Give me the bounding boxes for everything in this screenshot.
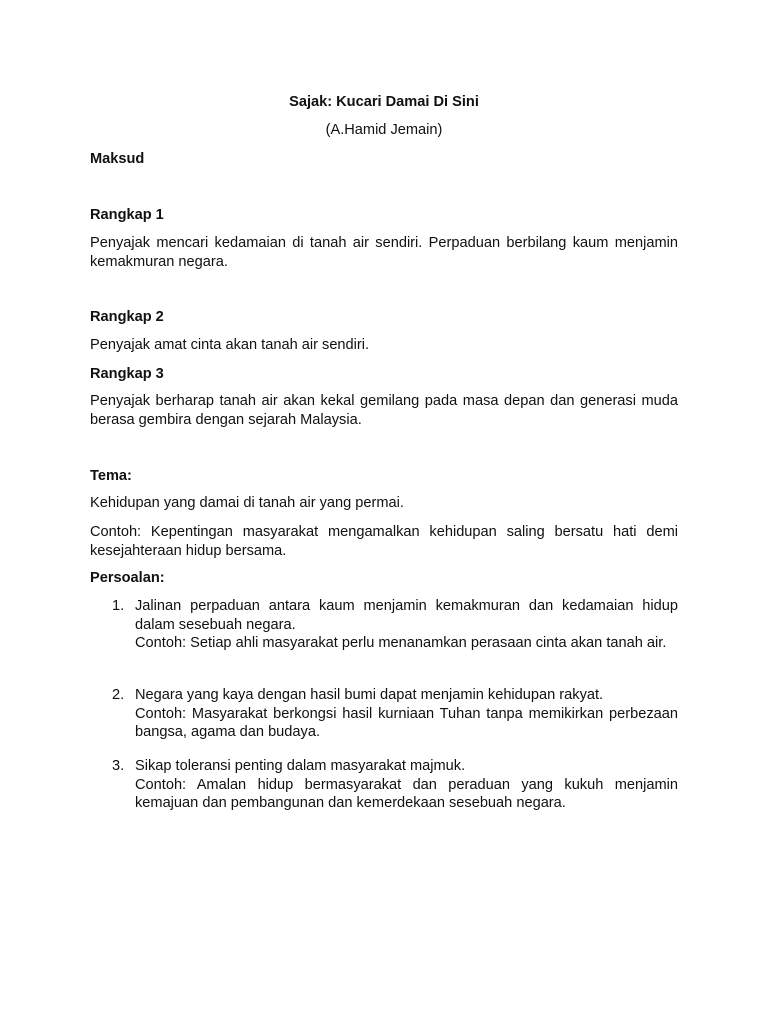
maksud-heading: Maksud: [90, 151, 145, 167]
rangkap-3-heading: Rangkap 3: [90, 366, 164, 382]
list-item-number: 2.: [112, 687, 125, 703]
list-item-text: Jalinan perpaduan antara kaum menjamin kemakmuran dan kedamaian hidup dalam sesebuah negara.: [135, 598, 678, 633]
tema-contoh: Contoh: Kepentingan masyarakat mengamalkan kehidupan saling bersatu hati demi kesejahteraan hidup bersama.: [90, 524, 678, 559]
list-item-body: [135, 757, 678, 813]
poem-title: Sajak: Kucari Damai Di Sini: [289, 94, 479, 110]
list-item-number: 3.: [112, 758, 125, 774]
persoalan-heading: Persoalan:: [90, 570, 165, 586]
rangkap-3-text: Penyajak berharap tanah air akan kekal gemilang pada masa depan dan generasi muda berasa gembira dengan sejarah Malaysia.: [90, 393, 678, 428]
rangkap-2-heading: Rangkap 2: [90, 309, 164, 325]
list-item-body: [135, 597, 678, 653]
list-item-contoh: Contoh: Amalan hidup bermasyarakat dan peraduan yang kukuh menjamin kemajuan dan pembangunan dan kemerdekaan sesebuah negara.: [135, 776, 678, 811]
list-item-text: Negara yang kaya dengan hasil bumi dapat menjamin kehidupan rakyat.: [135, 687, 604, 703]
list-item-body: [135, 686, 678, 742]
tema-text: Kehidupan yang damai di tanah air yang permai.: [90, 495, 404, 511]
list-item-contoh: Contoh: Setiap ahli masyarakat perlu menanamkan perasaan cinta akan tanah air.: [135, 635, 667, 651]
list-item-contoh: Contoh: Masyarakat berkongsi hasil kurniaan Tuhan tanpa memikirkan perbezaan bangsa, agama dan budaya.: [135, 705, 678, 740]
document-page: [90, 0, 678, 1024]
rangkap-1-heading: Rangkap 1: [90, 207, 164, 223]
list-item-number: 1.: [112, 598, 125, 614]
rangkap-2-text: Penyajak amat cinta akan tanah air sendiri.: [90, 337, 370, 353]
poem-author: (A.Hamid Jemain): [325, 122, 443, 138]
list-item-text: Sikap toleransi penting dalam masyarakat majmuk.: [135, 758, 466, 774]
tema-heading: Tema:: [90, 468, 132, 484]
rangkap-1-text: Penyajak mencari kedamaian di tanah air sendiri. Perpaduan berbilang kaum menjamin kemakmuran negara.: [90, 235, 678, 270]
